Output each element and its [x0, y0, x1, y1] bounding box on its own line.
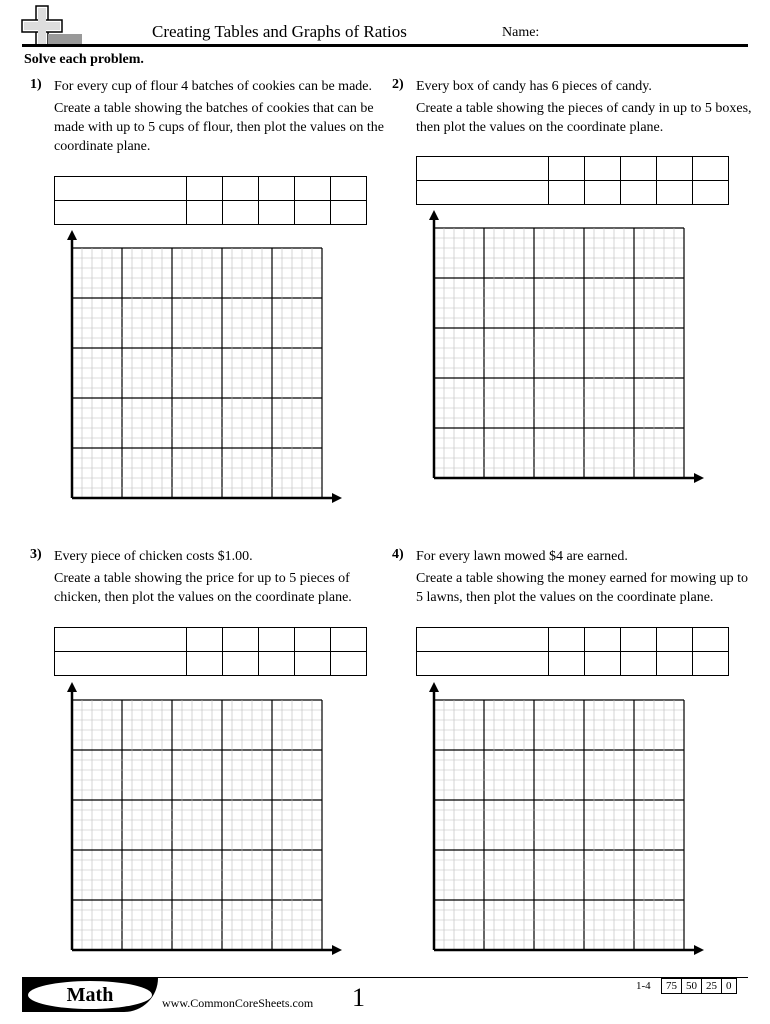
problem-task: Create a table showing the pieces of candy in up to 5 boxes, then plot the values on the coordinate plane.: [416, 101, 752, 135]
ratio-table-4: [416, 627, 729, 676]
problem-task: Create a table showing the price for up to 5 pieces of chicken, then plot the values on the coordinate plane.: [54, 571, 352, 605]
table-cell[interactable]: [55, 628, 187, 652]
table-cell[interactable]: [417, 652, 549, 676]
ratio-table-1: [54, 176, 367, 225]
table-cell[interactable]: [331, 201, 367, 225]
score-cell: 0: [722, 979, 737, 994]
table-cell[interactable]: [223, 628, 259, 652]
table-cell[interactable]: [585, 181, 621, 205]
table-cell[interactable]: [693, 181, 729, 205]
score-cell: 25: [702, 979, 722, 994]
problem-task: Create a table showing the money earned for mowing up to 5 lawns, then plot the values on the coordinate plane.: [416, 571, 749, 605]
table-cell[interactable]: [549, 181, 585, 205]
site-url: www.CommonCoreSheets.com: [162, 996, 314, 1010]
problem-number: 3): [30, 547, 42, 562]
score-table: [661, 978, 737, 994]
table-cell[interactable]: [187, 652, 223, 676]
problem-1: [30, 77, 394, 156]
page-number: 1: [352, 983, 365, 1012]
table-cell[interactable]: [693, 628, 729, 652]
table-cell[interactable]: [693, 157, 729, 181]
table-cell[interactable]: [223, 652, 259, 676]
problem-3: [30, 547, 394, 607]
table-cell[interactable]: [259, 628, 295, 652]
table-cell[interactable]: [585, 628, 621, 652]
table-cell[interactable]: [331, 177, 367, 201]
table-cell[interactable]: [417, 181, 549, 205]
table-cell[interactable]: [657, 652, 693, 676]
table-cell[interactable]: [331, 628, 367, 652]
coordinate-plane-1[interactable]: [58, 228, 338, 518]
ratio-table-3: [54, 627, 367, 676]
table-cell[interactable]: [223, 201, 259, 225]
score-cell: 75: [662, 979, 682, 994]
table-cell[interactable]: [693, 652, 729, 676]
page-title: Creating Tables and Graphs of Ratios: [152, 22, 407, 41]
y-axis-arrow-icon: [429, 682, 439, 692]
table-cell[interactable]: [259, 177, 295, 201]
header-divider: [22, 44, 748, 47]
table-cell[interactable]: [295, 177, 331, 201]
table-cell[interactable]: [295, 652, 331, 676]
x-axis-arrow-icon: [694, 945, 704, 955]
y-axis-arrow-icon: [67, 230, 77, 240]
table-cell[interactable]: [259, 201, 295, 225]
y-axis-arrow-icon: [67, 682, 77, 692]
x-axis-arrow-icon: [332, 945, 342, 955]
table-cell[interactable]: [621, 181, 657, 205]
problem-text: For every lawn mowed $4 are earned.: [416, 549, 628, 564]
table-cell[interactable]: [295, 201, 331, 225]
table-cell[interactable]: [585, 157, 621, 181]
x-axis-arrow-icon: [694, 473, 704, 483]
instructions: Solve each problem.: [24, 52, 144, 67]
plus-logo-icon: [20, 4, 82, 48]
table-cell[interactable]: [187, 177, 223, 201]
problem-2: [392, 77, 756, 137]
coordinate-plane-2[interactable]: [420, 208, 700, 498]
problem-number: 4): [392, 547, 404, 562]
table-cell[interactable]: [585, 652, 621, 676]
table-cell[interactable]: [295, 628, 331, 652]
coordinate-plane-3[interactable]: [58, 680, 338, 970]
score-range: 1-4: [636, 980, 651, 992]
table-cell[interactable]: [187, 628, 223, 652]
problem-text: Every piece of chicken costs $1.00.: [54, 549, 253, 564]
problem-number: 2): [392, 77, 404, 92]
table-cell[interactable]: [417, 628, 549, 652]
table-cell[interactable]: [223, 177, 259, 201]
table-cell[interactable]: [657, 181, 693, 205]
problem-4: [392, 547, 756, 607]
table-cell[interactable]: [549, 628, 585, 652]
table-cell[interactable]: [549, 652, 585, 676]
coordinate-plane-4[interactable]: [420, 680, 700, 970]
table-cell[interactable]: [657, 628, 693, 652]
table-cell[interactable]: [259, 652, 295, 676]
table-cell[interactable]: [55, 201, 187, 225]
problem-task: Create a table showing the batches of cookies that can be made with up to 5 cups of flour, then plot the values on the coordinate plane.: [54, 101, 384, 154]
math-brand: Math: [28, 981, 152, 1009]
table-cell[interactable]: [657, 157, 693, 181]
problem-text: For every cup of flour 4 batches of cookies can be made.: [54, 79, 372, 94]
name-label: Name:: [502, 25, 540, 40]
table-cell[interactable]: [549, 157, 585, 181]
ratio-table-2: [416, 156, 729, 205]
table-cell[interactable]: [417, 157, 549, 181]
table-cell[interactable]: [621, 652, 657, 676]
problem-number: 1): [30, 77, 42, 92]
x-axis-arrow-icon: [332, 493, 342, 503]
y-axis-arrow-icon: [429, 210, 439, 220]
table-cell[interactable]: [621, 157, 657, 181]
table-cell[interactable]: [55, 177, 187, 201]
table-cell[interactable]: [621, 628, 657, 652]
table-cell[interactable]: [187, 201, 223, 225]
table-cell[interactable]: [55, 652, 187, 676]
problem-text: Every box of candy has 6 pieces of candy.: [416, 79, 652, 94]
table-cell[interactable]: [331, 652, 367, 676]
score-cell: 50: [682, 979, 702, 994]
